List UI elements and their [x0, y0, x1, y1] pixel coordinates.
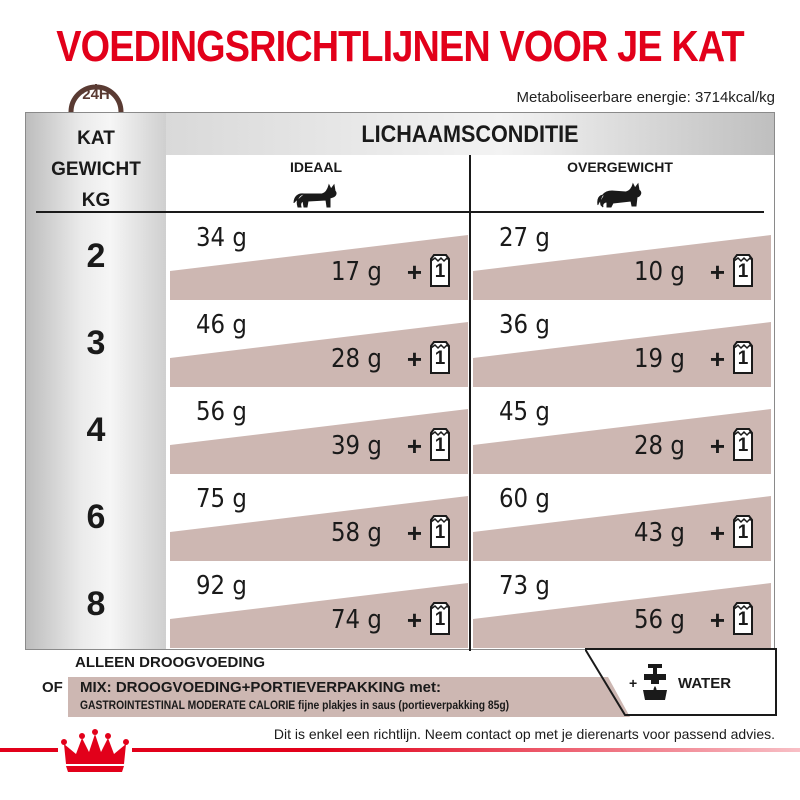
pouch-icon: [731, 514, 755, 548]
overweight-dry-amount: 27 g: [499, 223, 550, 253]
table-row: [26, 561, 776, 648]
overweight-cell: [473, 300, 771, 387]
body-condition-header: LICHAAMSCONDITIE: [361, 121, 579, 148]
ideal-dry-amount: 34 g: [196, 223, 247, 253]
cat-ideal-icon: [292, 181, 340, 209]
table-row: [26, 300, 776, 387]
table-row: [26, 213, 776, 300]
ideal-column-header: IDEAAL: [289, 159, 343, 175]
pouch-icon: [428, 427, 452, 461]
weight-column-header: [26, 123, 166, 216]
overweight-mix-amount: 19 g: [634, 344, 685, 374]
plus-sign: +: [406, 344, 422, 374]
pouch-icon: [428, 601, 452, 635]
energy-text: Metaboliseerbare energie: 3714kcal/kg: [516, 89, 775, 106]
ideal-mix-amount: 39 g: [331, 431, 382, 461]
overweight-dry-amount: 36 g: [499, 310, 550, 340]
ideal-mix-amount: 74 g: [331, 605, 382, 635]
ideal-cell: [170, 387, 468, 474]
pouch-icon: [428, 253, 452, 287]
weight-column-header-text: KAT GEWICHT KG: [51, 128, 141, 211]
plus-sign: +: [709, 605, 725, 635]
plus-sign: +: [709, 518, 725, 548]
ideal-dry-amount: 56 g: [196, 397, 247, 427]
legend-mix-title: MIX: DROOGVOEDING+PORTIEVERPAKKING met:: [80, 679, 442, 696]
overweight-dry-amount: 60 g: [499, 484, 550, 514]
pouch-count: 1: [737, 348, 749, 369]
cat-weight: 8: [86, 585, 106, 623]
water-label: WATER: [678, 675, 732, 692]
pouch-count: 1: [737, 435, 749, 456]
legend-or: OF: [42, 679, 63, 696]
ideal-mix-amount: 17 g: [331, 257, 382, 287]
overweight-mix-amount: 56 g: [634, 605, 685, 635]
badge-24h-label: 24H: [82, 86, 110, 103]
ideal-cell: [170, 213, 468, 300]
overweight-cell: [473, 387, 771, 474]
ideal-cell: [170, 300, 468, 387]
plus-sign: +: [406, 257, 422, 287]
cat-overweight-icon: [596, 181, 644, 209]
overweight-mix-amount: 28 g: [634, 431, 685, 461]
page-title: VOEDINGSRICHTLIJNEN VOOR JE KAT: [56, 22, 744, 71]
ideal-dry-amount: 92 g: [196, 571, 247, 601]
overweight-cell: [473, 213, 771, 300]
ideal-dry-amount: 75 g: [196, 484, 247, 514]
pouch-count: 1: [434, 609, 446, 630]
ideal-cell: [170, 561, 468, 648]
cat-weight: 6: [86, 498, 106, 536]
ideal-dry-amount: 46 g: [196, 310, 247, 340]
plus-sign: +: [406, 605, 422, 635]
pouch-icon: [731, 253, 755, 287]
ideal-cell: [170, 474, 468, 561]
plus-sign: +: [406, 518, 422, 548]
plus-sign: +: [709, 431, 725, 461]
pouch-icon: [428, 514, 452, 548]
pouch-icon: [428, 340, 452, 374]
legend-mix-detail: GASTROINTESTINAL MODERATE CALORIE fijne plakjes in saus (portieverpakking 85g): [80, 698, 510, 712]
ideal-mix-amount: 58 g: [331, 518, 382, 548]
overweight-column-header: OVERGEWICHT: [567, 159, 673, 175]
pouch-icon: [731, 601, 755, 635]
pouch-count: 1: [737, 522, 749, 543]
clock-24h-icon: [65, 72, 127, 114]
pouch-count: 1: [737, 609, 749, 630]
plus-sign: +: [709, 344, 725, 374]
legend-dry-only: ALLEEN DROOGVOEDING: [75, 654, 266, 671]
ideal-mix-amount: 28 g: [331, 344, 382, 374]
feeding-table: [25, 112, 775, 650]
pouch-icon: [731, 340, 755, 374]
overweight-dry-amount: 45 g: [499, 397, 550, 427]
cat-weight: 4: [86, 411, 106, 449]
water-plus: +: [629, 675, 638, 691]
pouch-count: 1: [737, 261, 749, 282]
overweight-cell: [473, 561, 771, 648]
pouch-icon: [731, 427, 755, 461]
plus-sign: +: [709, 257, 725, 287]
pouch-count: 1: [434, 261, 446, 282]
royal-canin-crown-logo: [58, 728, 132, 774]
pouch-count: 1: [434, 522, 446, 543]
cat-weight: 3: [86, 324, 106, 362]
overweight-dry-amount: 73 g: [499, 571, 550, 601]
table-row: [26, 474, 776, 561]
overweight-mix-amount: 43 g: [634, 518, 685, 548]
disclaimer-text: Dit is enkel een richtlijn. Neem contact op met je dierenarts voor passend advies.: [273, 726, 775, 742]
table-row: [26, 387, 776, 474]
overweight-cell: [473, 474, 771, 561]
pouch-count: 1: [434, 435, 446, 456]
pouch-count: 1: [434, 348, 446, 369]
water-tap-icon: [640, 662, 670, 702]
cat-weight: 2: [86, 237, 106, 275]
overweight-mix-amount: 10 g: [634, 257, 685, 287]
plus-sign: +: [406, 431, 422, 461]
